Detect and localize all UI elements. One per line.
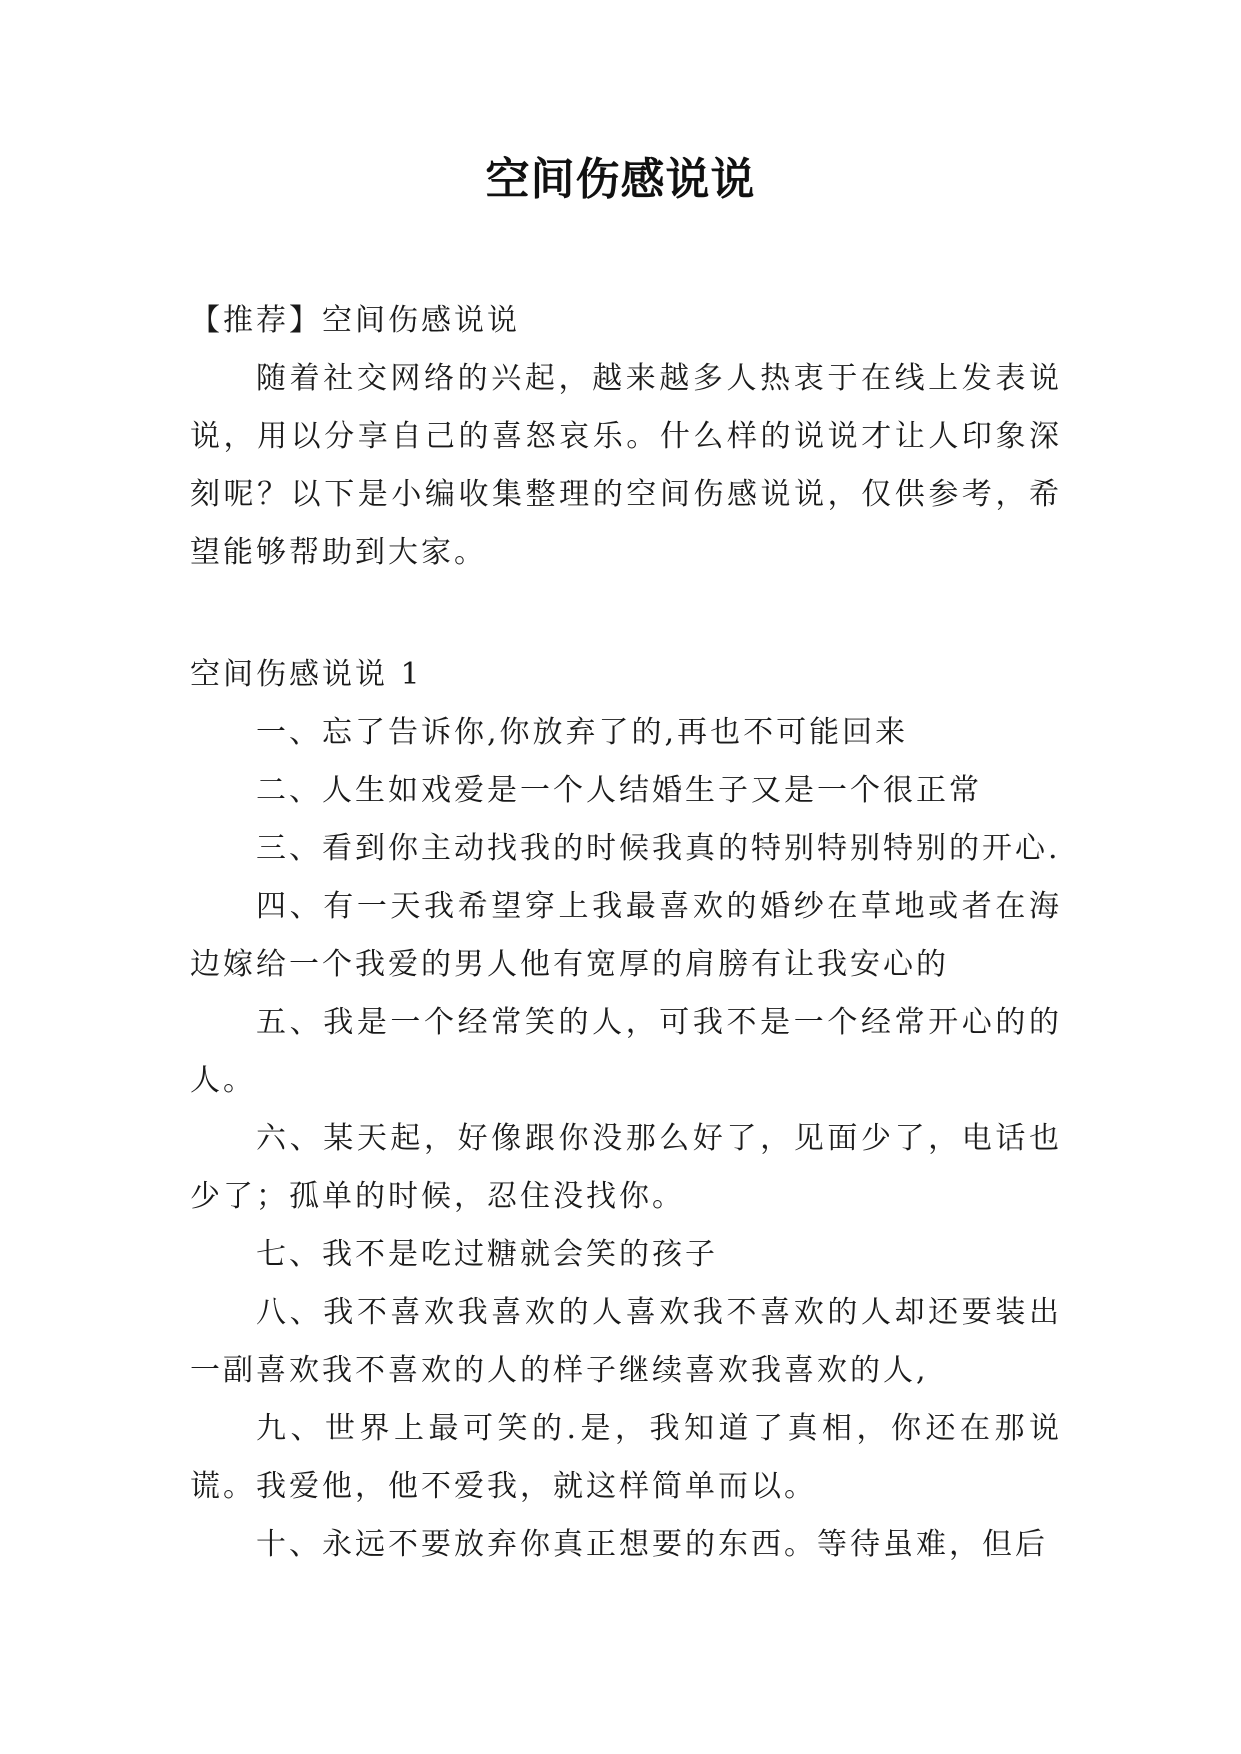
list-item: 四、有一天我希望穿上我最喜欢的婚纱在草地或者在海边嫁给一个我爱的男人他有宽厚的肩膀有让我安心的 — [190, 889, 1062, 982]
recommend-line: 【推荐】空间伤感说说 — [190, 303, 520, 338]
document-body — [190, 292, 1062, 1574]
list-item: 十、永远不要放弃你真正想要的东西。等待虽难，但后 — [256, 1527, 1048, 1562]
list-item: 三、看到你主动找我的时候我真的特别特别特别的开心. — [256, 831, 1061, 866]
list-item: 八、我不喜欢我喜欢的人喜欢我不喜欢的人却还要装出一副喜欢我不喜欢的人的样子继续喜欢我喜欢的人, — [190, 1295, 1062, 1388]
list-item: 九、世界上最可笑的.是，我知道了真相，你还在那说谎。我爱他，他不爱我，就这样简单而以。 — [190, 1411, 1062, 1504]
list-item: 一、忘了告诉你,你放弃了的,再也不可能回来 — [256, 715, 909, 750]
list-item: 六、某天起，好像跟你没那么好了，见面少了，电话也少了；孤单的时候，忍住没找你。 — [190, 1121, 1062, 1214]
intro-paragraph: 随着社交网络的兴起，越来越多人热衷于在线上发表说说，用以分享自己的喜怒哀乐。什么样的说说才让人印象深刻呢？以下是小编收集整理的空间伤感说说，仅供参考，希望能够帮助到大家。 — [190, 361, 1062, 570]
section-heading: 空间伤感说说 1 — [190, 657, 423, 692]
document-title: 空间伤感说说 — [485, 154, 756, 205]
list-item: 二、人生如戏爱是一个人结婚生子又是一个很正常 — [256, 773, 982, 808]
list-item: 七、我不是吃过糖就会笑的孩子 — [256, 1237, 718, 1272]
list-item: 五、我是一个经常笑的人，可我不是一个经常开心的的人。 — [190, 1005, 1062, 1098]
